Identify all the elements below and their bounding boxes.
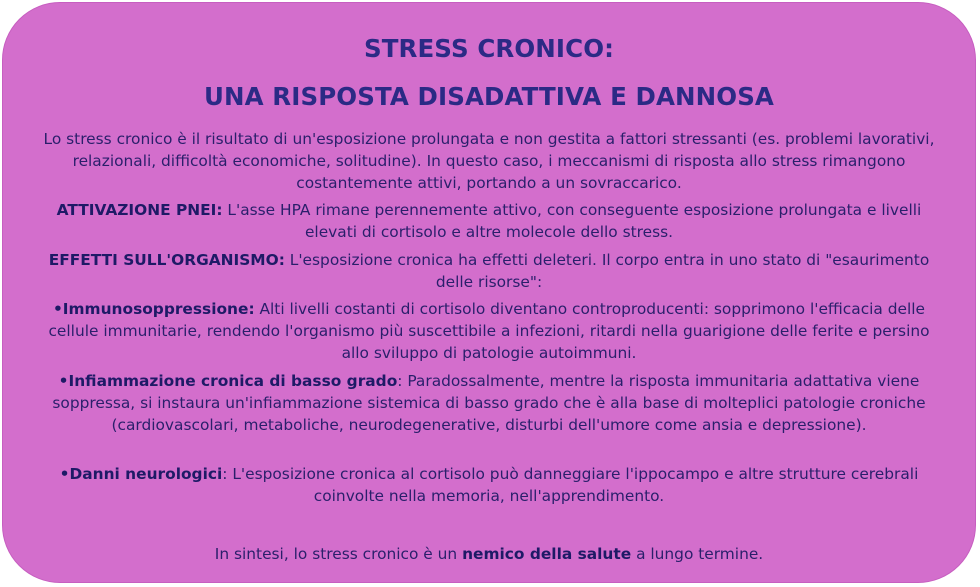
danni-neurologici-label: •Danni neurologici [59,465,223,483]
immunosoppressione-paragraph [43,298,935,364]
sintesi-paragraph [43,543,935,565]
infiammazione-paragraph [43,370,935,436]
infiammazione-label: •Infiammazione cronica di basso grado [58,372,398,390]
infiammazione-text: : Paradossalmente, mentre la risposta immunitaria adattativa viene soppressa, si instaura un'infiammazione sistemica di basso grado che è alla base di molteplici patologie croniche (cardiovascolari, metaboliche, neurodegenerative, disturbi dell'umore come ansia e depressione). [52,372,926,434]
pnei-text: L'asse HPA rimane perennemente attivo, con conseguente esposizione prolungata e livelli elevati di cortisolo e altre molecole dello stress. [222,201,922,241]
danni-neurologici-paragraph [43,463,935,507]
sintesi-after: a lungo termine. [631,545,764,563]
pnei-paragraph [43,199,935,243]
title-line-1: STRESS CRONICO: [363,34,615,63]
content-card [2,2,976,583]
immunosoppressione-text: Alti livelli costanti di cortisolo diventano controproducenti: sopprimono l'efficacia delle cellule immunitarie, rendendo l'organismo più suscettibile a infezioni, ritardi nella guarigione delle ferite e persino allo sviluppo di patologie autoimmuni. [48,300,930,362]
immunosoppressione-label: •Immunosoppressione: [52,300,255,318]
sintesi-bold: nemico della salute [462,545,632,563]
effetti-paragraph [43,249,935,293]
effetti-label: EFFETTI SULL'ORGANISMO: [48,251,285,269]
effetti-text: L'esposizione cronica ha effetti deleteri. Il corpo entra in uno stato di "esaurimento delle risorse": [284,251,930,291]
danni-neurologici-text: : L'esposizione cronica al cortisolo può danneggiare l'ippocampo e altre strutture cerebrali coinvolte nella memoria, nell'apprendimento. [222,465,919,505]
pnei-label: ATTIVAZIONE PNEI: [56,201,223,219]
title-line-2: UNA RISPOSTA DISADATTIVA E DANNOSA [204,82,774,111]
sintesi-before: In sintesi, lo stress cronico è un [214,545,463,563]
intro-paragraph: Lo stress cronico è il risultato di un'esposizione prolungata e non gestita a fattori stressanti (es. problemi lavorativi, relazionali, difficoltà economiche, solitudine). In questo caso, i meccanismi di risposta allo stress rimangono costantemente attivi, portando a un sovraccarico. [43,130,935,192]
